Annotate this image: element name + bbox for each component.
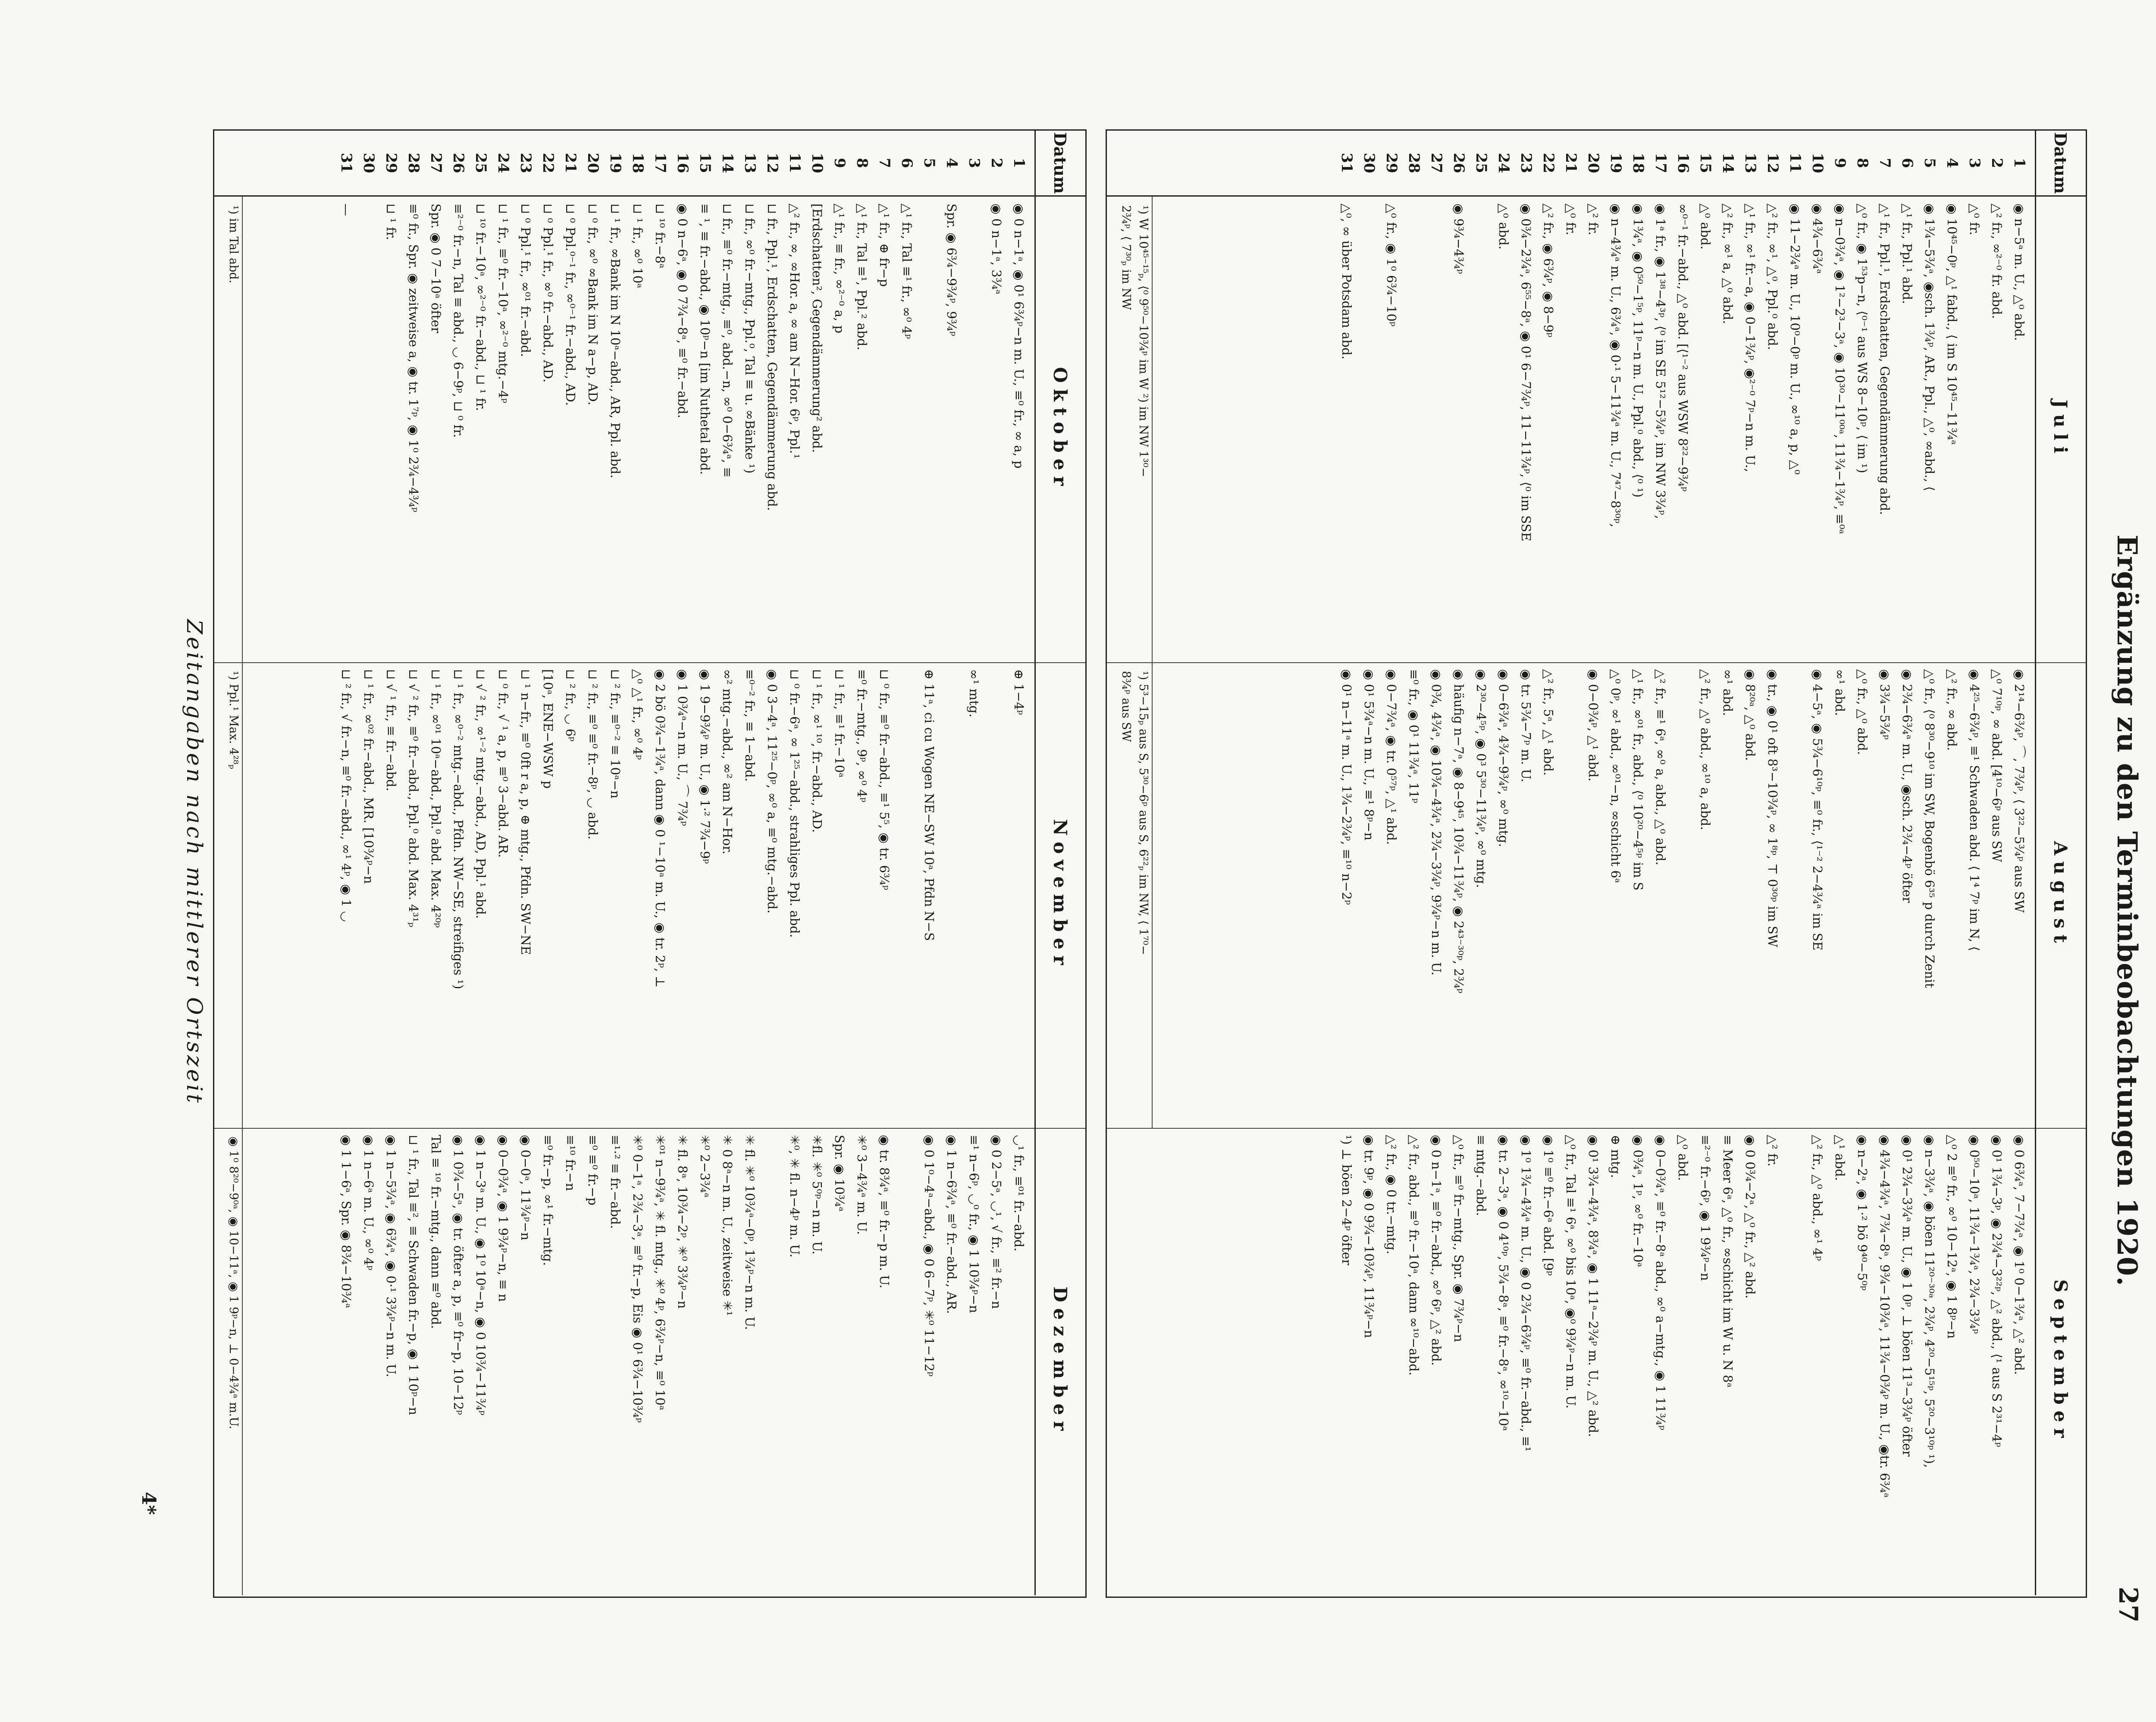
month-header: November [1034,662,1085,1128]
observation-entry: ⊔ ¹ fr., ∞⁰¹ 10ᵃ−abd., Ppl.⁰ abd. Max. 4²⁰ᵖ [429,669,443,928]
month-column-august [1107,662,2086,1129]
observation-entry: ⊔ ¹ fr., Tal ≡², ≡ Schwaden fr.−p, ◉ 1 10ᵖ−n [406,1135,421,1415]
observation-entry: ⊔ √ ² fr., ≡⁰ fr.−abd., Ppl.⁰ abd. Max. 4³¹ₚ [406,669,421,927]
observation-entry: △² fr., 5ᵃ, △¹ abd. [1541,669,1556,776]
date-cell: 19 [1607,153,1624,173]
observation-entry: ⊔ ¹⁰ fr.−10ᵃ, ∞²⁻⁰ fr.−abd., ⊔ ¹ fr. [473,204,488,411]
observation-entry: △² fr., ∞¹, △⁰, Ppl.⁰ abd. [1765,204,1780,350]
date-cell: 15 [1697,153,1714,173]
date-cell: 13 [741,153,758,173]
observation-entry [1358,197,1380,662]
observation-entry: △⁰ fr. [1967,204,1982,235]
observation-entry: ⊔ √ ¹ fr., ≡ fr.−abd. [384,669,398,792]
observation-entry: △² fr., ∞²⁻⁰ fr. abd. [1990,204,2004,319]
observation-entry: △² fr., △⁰ abd., ∞¹⁰ a, abd. [1698,669,1713,830]
date-cell: 4 [943,158,960,168]
date-cell: 30 [1360,153,1378,173]
date-cell: 18 [629,153,646,173]
observation-entry: ◉ 0−6¾ᵃ, 4¾−9¾ᵖ, ∞⁰ mtg. [1496,669,1511,847]
observation-entry: ◉ 0−0¾ᵖ, △¹ abd. [1586,669,1601,782]
observation-entry: △¹ fr., Tal ≡¹ fr., ∞⁰ 4ᵖ [899,204,914,339]
observation-entry: △² fr., ∞ abd. [1945,669,1959,751]
observation-entry: ◉ 1 0¾−5ᵃ, ◉ tr. öfter a, p, ≡⁰ fr−p, 10−12ᵖ [451,1135,466,1415]
observation-entry: ◉ n−2ᵃ, ◉ 1·² bö 9⁴⁰−5⁰ᵖ [1855,1135,1870,1291]
observation-entry: ∞¹ mtg. [967,669,981,717]
date-cell: 10 [808,153,826,173]
observation-entry: ◉ 0 2−5ᵃ, ◡¹, √ fr., ≡² fr.−n [989,1135,1004,1309]
observation-entry: ◉ tr., ◉ 0¹ oft 8³−10¾ᵖ, ∞ 1⁸ᵖ, ⊤ 0³⁰ᵖ im SW [1765,669,1780,947]
date-cell: 22 [1540,153,1557,173]
observation-entry: ◉ 8²⁰ᵃ, △⁰ abd. [1743,669,1758,761]
date-cell: 26 [1450,153,1467,173]
date-cell: 2 [1988,158,2006,168]
date-cell: 14 [1719,153,1736,173]
observation-entry: ≡⁰⁻² fr., ≡ 1−abd. [743,669,757,782]
observation-entry: ≡ Meer 6ᵃ, △⁰ fr., ∞schicht im W u. N 8ᵃ [1720,1135,1735,1388]
date-cell: 11 [786,153,803,173]
observation-entry [896,662,918,1128]
observation-entry: ◉ 2¾−6¾ᵃ m. U., ◉sch. 2¾−4ᵖ öfter [1900,669,1915,903]
observation-entry: ≡⁰ fr.−p, ∞¹ fr.−mtg. [541,1135,555,1266]
observation-entry: ⊔ ¹ fr., ≡⁰ fr.−10ᵃ, ∞²⁻⁰ mtg.−4ᵖ [496,204,511,404]
observation-entry: △⁰ fr., ◉ 1⁰ 6¾−10ᵖ [1384,204,1399,327]
entry-list [335,197,1034,662]
observation-entry: ◉ 1 n−3ᵃ m. U., ◉ 1⁰ 10ᵃ−n, ◉ 0 10¾−11¾ᵖ [473,1135,488,1415]
date-cell: 27 [1428,153,1445,173]
footer-note: Zeitangaben nach mittlerer Ortszeit [182,619,207,1105]
observation-entry: ◉ n−4¾ᵃ m. U., 6¾ᵃ, ◉ 0·¹ 5−11¾ᵃ m. U., 7⁴⁷−8³⁰ᵖ, [1608,204,1623,528]
observation-entry: △⁰, ∞ über Potsdam abd. [1339,204,1354,360]
observation-entry [918,197,940,662]
observation-entry [963,197,985,662]
table-oct-dec [213,129,1087,1598]
observation-entry: ◉ 1¾ᵃ, ◉ 0⁵⁰−1⁵ᵖ, 11ᵖ−n m. U., Ppl.⁰ abd., ⟨⁰ ¹) [1631,204,1645,498]
observation-entry: ⊔ ⁰ Ppl.¹ fr., ∞⁰ fr.−abd., AD. [541,204,555,383]
observation-entry: ⊔ ¹ fr., ∞Bank im N 10ᵃ−abd., AR, Ppl. abd. [608,204,623,479]
footnote-line: ¹) 5³−15ₚ aus S, 5³⁰−6ᵖ aus S, 6²²ₚ im NW, ⟨ 1⁷⁰− [1137,671,1150,955]
date-list [335,131,1034,195]
observation-entry: ✳⁰¹ n−9¾ᵃ, ✳ fl. mtg., ✳⁰ 4ᵖ, 6¾ᵖ−n, ≡⁰ 10ᵃ [653,1135,667,1411]
date-cell: 12 [1764,153,1781,173]
observation-entry: [10ᵃ, ENE−WSW p [541,669,555,789]
date-cell: 3 [1966,158,1983,168]
observation-entry: △⁰ fr., ⟨⁰ 8³⁰−9¹⁰ im SW, Bogenbö 6³⁵ p durch Zenit [1922,669,1937,988]
month-header: Oktober [1034,197,1085,662]
date-cell: 27 [427,153,445,173]
observation-entry: ◉ 0¹ n−11ᵃ m. U., 1¾−2¾ᵖ, ≡¹⁰ n−2ᵖ [1339,669,1354,905]
observation-entry: ◉ häufig n−7ᵃ, ◉ 8−9⁴⁵, 10¾−11¾ᵖ, ◉ 2⁴³⁻³⁰ᵖ, 2¾ᵖ [1451,669,1466,994]
page-title: Ergänzung zu den Terminbeobachtungen 1920. [2111,535,2143,1287]
observation-entry: ⊔ fr., Ppl.¹, Erdschatten, Gegendämmerung abd. [765,204,780,511]
observation-entry: ¹) ⊥ böen 2−4ᵖ öfter [1339,1135,1354,1265]
observation-entry: ⊔ ¹ n−fr., ≡⁰ 0ft r a, p, ⊕ mtg., Pfdn. SW−NE [518,669,533,955]
date-cell: 28 [405,153,422,173]
observation-entry: ⊔ fr., ≡⁰ fr.−mtg., ≡⁰, abd.−n, ∞⁰ 0−6¾ᵃ, ≡ [720,204,735,478]
date-cell: 2 [988,158,1005,168]
observation-entry: ◉ 2 bö 0¾−1¾ᵃ, dann ◉ 0 ¹−10ᵃ m. U., ◉ tr. 2ᵖ, ⊥ [653,669,667,988]
observation-entry: ◉ tr. 9ᵖ, ◉ 0 9¾−10¾ᵖ, 11¾ᵖ−n [1362,1135,1376,1338]
entry-list [335,1128,1034,1595]
observation-entry: ∞¹ abd. [1833,669,1847,716]
date-cell: 26 [450,153,467,173]
observation-entry: ◉ 0 n−1ᵃ, ◉ 0¹ 6¾ᵖ−n m. U., ≡⁰ fr., ∞ a, p [1012,204,1026,469]
month-column-oktober [214,197,1085,663]
observation-entry: △⁰ abd. [1676,1135,1690,1181]
observation-entry: ◉ 0 6¾ᵃ, 7−7¾ᵃ, ◉ 1⁰ 0−1¾ᵃ, △² abd. [2012,1135,2027,1375]
observation-entry: ⊔ ² fr., √ fr.−n, ≡⁰ fr.−abd., ∞¹ 4ᵖ, ◉ 1 ◡ [339,669,354,922]
observation-entry: △⁰ abd. [1496,204,1511,250]
observation-entry: ✳ fl. 8ᵃ, 10¾−2ᵖ, ✳⁰ 3¾ᵖ−n [675,1135,690,1309]
date-cell: 30 [360,153,377,173]
date-cell: 16 [1674,153,1692,173]
observation-entry: ◉ 1⁰ ≡⁰ fr.−6ᵃ abd. [9ᵖ [1541,1135,1556,1276]
observation-entry: ✳ fl. ✳⁰ 10¾ᵃ−0ᵖ, 1¾ᵖ−n m. U. [743,1135,757,1330]
observation-entry: ◉ 0 n−1ᵃ, 3¾ᵃ [989,204,1004,294]
date-cell: 1 [1010,158,1028,168]
date-cell: 25 [1473,153,1490,173]
observation-entry: △² fr., △⁰ abd., ∞¹ 4ᵖ [1810,1135,1825,1261]
date-cell: 19 [607,153,624,173]
observation-entry: Tal ≡ ¹⁰ fr.−mtg., dann ≡⁰ abd. [429,1135,443,1329]
datum-column [214,131,1085,197]
observation-entry: ◉ 0¹ 5¾ᵃ−n m. U., ≡¹ 8ᵖ−n [1362,669,1376,841]
observation-entry: ⊕ 1−4ᵖ [1012,669,1026,715]
date-cell: 31 [338,153,355,173]
observation-entry: ≡⁰ fr., ◉ 0¹ 11¾ᵃ, 11ᵖ [1407,669,1421,804]
observation-entry: ◉ 0 0¾−2ᵃ, △⁰ fr., △² abd. [1743,1135,1758,1299]
observation-entry: △² fr., ≡¹ 6ᵃ, ∞⁰ a, abd., △⁰ abd. [1653,669,1668,866]
observation-entry [1784,1128,1806,1595]
observation-entry: ⊔ ² fr., ◡ 6ᵖ [563,669,578,742]
month-column-dezember [214,1128,1085,1595]
date-cell: 6 [898,158,915,168]
observation-entry: △⁰ 2 ≡⁰ fr., ∞⁰ 10−12ᵃ, ◉ 1 8ᵖ−n [1945,1135,1959,1339]
footnote-line: 2¾ᵖ, ⟨ 7³⁰ₚ im NW [1119,205,1133,310]
observation-entry: ◉ 10⁴⁵−0ᵖ, △¹ fabd., ⟨ im S 10⁴⁵−11¾ᵃ [1945,204,1959,445]
observation-entry: ◉ 9¾−4¾ᵖ [1451,204,1466,274]
month-header: August [2035,662,2086,1128]
date-cell: 9 [1831,158,1849,168]
date-cell: 14 [719,153,736,173]
observation-entry: △¹ fr., Ppl.¹ abd. [1900,204,1915,304]
date-cell: 23 [517,153,534,173]
footnote-line: ¹) im Tal abd. [227,205,240,284]
observation-entry [1784,662,1806,1128]
date-cell: 8 [1854,158,1871,168]
observation-entry: ◉ n−5ᵃ m. U., △⁰ abd. [2012,204,2027,341]
observation-entry: ≡⁰ fr., Spr. ◉ zeitweise a, ◉ tr. 1⁷ᵖ, ◉ 1⁰ 2¾−4¾ᵖ [406,204,421,513]
month-column-juli [1107,197,2086,663]
observation-entry: △² fr., abd., ≡⁰ fr.−10ᵃ, dann ∞¹⁰−abd. [1407,1135,1421,1376]
month-column-september [1107,1128,2086,1595]
observation-entry: ⊔ ⁰ fr., ≡⁰ fr.−abd., ≡¹ 5⁵, ◉ tr. 6¾ᵖ [877,669,892,890]
observation-entry: ◉ 1 1−6ᵃ, Spr. ◉ 8¾−10¾ᵃ [339,1135,354,1309]
observation-entry: ◉ tr. 5¾−7ᵖ m. U. [1519,669,1533,783]
date-cell: 8 [853,158,871,168]
observation-entry: ≡¹ n−6ᵖ, ◡⁰ fr., ◉ 1 10¾ᵖ−n [967,1135,981,1313]
date-cell: 20 [1585,153,1602,173]
observation-entry: ◉ 0 1⁰−4ᵃ−abd., ◉ 0 6−7ᵖ, ✳⁰ 11−12ᵖ [922,1135,937,1377]
date-cell: 29 [382,153,400,173]
observation-entry [940,662,963,1128]
observation-entry: △¹ fr., ≡ fr., ∞²⁻⁰ a, p [832,204,847,334]
observation-entry: ∞² mtg.−abd., ∞² am N−Hor. [720,669,735,855]
date-cell: 24 [495,153,512,173]
date-cell: 31 [1338,153,1355,173]
observation-entry: △¹ fr., ∞¹ fr.−a, ◉ 0−1¾ᵖ, ◉²⁻⁰ 7ᵖ−n m. U., [1743,204,1758,473]
observation-entry [1403,197,1425,662]
month-header: September [2035,1128,2086,1595]
observation-entry: ⊕ 11ᵃ, ci cu Wogen NE−SW 10ᵃ, Pfdn N−S [922,669,937,941]
footnote-line: ◉ 1⁰ 8²⁰−9⁰ᵃ, ◉ 10−11ᵃ, ◉ 1 9ᵖ−n, ⊥ 0−4¾ᵃ m.U. [227,1137,240,1430]
observation-entry: ∞¹ abd. [1720,669,1735,716]
observation-entry: ◉ 2¹⁴−6¾ᵖ, ⌒, 7¾ᵖ, ⟨ 3²²−5¾ᵖ aus SW [2012,669,2027,913]
observation-entry: △⁰ △¹ fr., ∞⁰ 4ᵖ [630,669,645,760]
observation-entry: ⊔ ⁰ Ppl.¹ fr., ∞⁰¹ fr.−abd. [518,204,533,357]
observation-entry: ◉ 0−0ᵃ, 11¾ᵖ−n [518,1135,533,1240]
observation-entry: ◉ 1ᵃ fr., ◉ 1³⁸−4³ᵖ, ⟨⁰ im SE 5¹²−5¾ᵖ, im NW 3¾ᵖ, [1653,204,1668,519]
date-cell: 21 [562,153,579,173]
observation-entry: ⊕ mtg. [1608,1135,1623,1178]
observation-entry: ◉ 0¾, 4¾ᵃ, ◉ 10¾−4¾ᵃ, 2¾−3¾ᵖ, 9¾ᵖ−n m. U. [1429,669,1444,976]
date-cell: 25 [472,153,489,173]
observation-entry: ⊔ ¹ fr., ≡¹ fr.−10ᵃ [832,669,847,778]
date-cell: 9 [831,158,848,168]
observation-entry: △² fr. [1586,204,1601,235]
observation-entry: ◉ 4−5ᵃ, ◉ 5¾−6¹⁰ᵖ, ≡⁰ fr., ⟨¹⁻² 2−4¾ᵃ im SE [1810,669,1825,951]
footnote-block [225,1128,243,1595]
date-cell: 29 [1383,153,1400,173]
observation-entry: ≡²⁻⁰ fr.−n, Tal ≡ abd., ◡ 6−9ᵖ, ⊔ ⁰ fr. [451,204,466,438]
observation-entry: △¹ fr., Tal ≡¹, Ppl.² abd. [855,204,869,351]
observation-entry: △¹ abd. [1833,1135,1847,1181]
observation-entry: ◉ 1 0¾ᵃ−n m. U., ⌒ 7¾ᵖ [675,669,690,826]
observation-entry: ✳ 0 8ᵃ−n m. U., zeitweise ✳¹ [720,1135,735,1316]
observation-entry: ≡¹·² ≡ fr.−abd. [608,1135,623,1229]
observation-entry [896,1128,918,1595]
observation-entry: △² fr., ◉ 0 tr.−mtg. [1384,1135,1399,1255]
footnote-block [1117,662,1153,1128]
date-cell: 4 [1943,158,1961,168]
observation-entry: ◉ 0 n−6ᵃ, ◉ 0 7¾−8ᵃ, ≡⁰ fr.−abd. [675,204,690,419]
observation-entry: ◉ 1 n−5¾ᵃ, ◉ 6¾ᵃ, ◉ 0·¹ 3¾ᵖ−n m. U. [384,1135,398,1378]
month-header: Juli [2035,197,2086,662]
observation-entry: ◉ 0¾ᵃ, 1ᵖ, ∞⁰ fr.−10ᵃ [1631,1135,1645,1268]
observation-entry: ◉ 1¾−5¾ᵃ, ◉sch. 1¾ᵖ, AR., Ppl., △⁰, ∞abd., ⟨ [1922,204,1937,492]
date-cell: 15 [696,153,714,173]
observation-entry [1672,662,1694,1128]
sheet-mark: 4* [138,1492,160,1515]
date-cell: 22 [539,153,557,173]
observation-entry: ◉ 4¾−6¾ᵃ [1810,204,1825,274]
observation-entry: ⊔ ¹ fr., ∞⁰ 10ᵃ [630,204,645,288]
footnote-line: ¹) W 10⁴⁵⁻¹⁵ₚ, ⟨⁰ 9⁵⁰−10¾ᵖ im W ²) im NW 1³⁰− [1137,205,1150,477]
observation-entry: △¹ fr., ∞⁰¹ fr., abd., ⟨⁰ 10²⁰−4⁵ᵖ im S [1631,669,1645,891]
observation-entry: △⁰ 7¹⁰ᵖ, ∞ abd. [4¹⁰−6ᵖ aus SW [1990,669,2004,862]
observation-entry: ⊔ ¹ fr., ∞⁰⁻² mtg.−abd., Pfdn. NW−SE, streifiges ¹) [451,669,466,989]
entry-list [335,662,1034,1128]
date-list [1335,131,2035,195]
observation-entry: ◉ 0−0¾ᵃ, ≡⁰ fr.−8ᵃ abd., ∞⁰ a−mtg., ◉ 1 11¾ᵖ [1653,1135,1668,1431]
observation-entry: [Erdschatten², Gegendämmerung² abd. [810,204,824,453]
date-cell: 5 [1921,158,1938,168]
observation-entry: △⁰ fr., △⁰ abd. [1855,669,1870,755]
observation-entry: ✳⁰, ✳ fl. n−4ᵖ m. U. [787,1135,802,1258]
observation-entry: △² fr. [1765,1135,1780,1167]
observation-entry: ≡⁰ fr.−mtg., 9ᵖ, ∞⁰ 4ᵖ [855,669,869,802]
observation-entry: ◉ 2³⁰−4⁵ᵖ, ◉ 0³ 5³⁰−11¾ᵖ, ∞⁰ mtg. [1474,669,1489,888]
observation-entry: ◉ 4²⁵−6¾ᵖ, ≡¹ Schwaden abd. ⟨ 1⁴ 7ᵖ im N, ⟨ [1967,669,1982,951]
observation-entry: △⁰ fr., Tal ≡¹ 6ᵃ, ∞⁰ bis 10ᵃ, ◉⁰ 9¾ᵖ−n m. U. [1564,1135,1578,1409]
footnote-line: 8¾ᵖ aus SW [1119,671,1133,742]
observation-entry: △⁰ fr., ≡⁰ fr.−mtg., Spr. ◉ 7¾ᵖ−n [1451,1135,1466,1342]
date-cell: 3 [965,158,983,168]
observation-entry: Spr. ◉ 0 7−10ᵃ öfter [429,204,443,333]
observation-entry: ◉ 0¹ 3¾−4¾ᵃ, 8¾ᵃ, ◉ 1 11ᵃ−2¾ᵖ m. U., △² abd. [1586,1135,1601,1437]
table-jul-sep [1106,129,2087,1598]
observation-entry: ◉ n−0¾ᵃ, ◉ 1²−2³−3ᵃ, ◉ 10³⁰−11⁰⁰ᵃ, 11¾−1¾ᵖ, ≡⁰ᵃ [1833,204,1847,534]
observation-entry: ⊔ ⁰ Ppl.⁰⁻¹ fr., ∞⁰⁻¹ fr.−abd., AD. [563,204,578,406]
observation-entry: ≡²⁻⁰ fr.−6ᵖ, ◉ 1 9¾ᵖ−n [1698,1135,1713,1281]
observation-entry: ⊔ ⁰ fr., √ ¹ a, p, ≡⁰ 3−abd. AR. [496,669,511,858]
observation-entry: ⊔ ² fr., ≡⁰ ≡⁰ fr.−8ᵖ, ◡ abd. [586,669,600,840]
date-cell: 24 [1495,153,1512,173]
observation-entry: ∞⁰⁻¹ fr.−abd., △⁰ abd. [⟨¹⁻² aus WSW 8²²−9¾ᵖ [1676,204,1690,492]
observation-entry: ◡¹ fr., ≡⁰¹ fr.−abd. [1012,1135,1026,1252]
entry-list [1335,1128,2035,1595]
observation-entry: ◉ 11−2¾ᵃ m. U., 10⁰−0ᵖ m. U., ∞¹⁰ a, p, △⁰ [1788,204,1802,475]
observation-entry: ⊔ ¹⁰ fr.−8ᵃ [653,204,667,269]
date-cell: 20 [584,153,602,173]
observation-entry: ◉ 0¾−2¾ᵃ, 6⁵⁵−8ᵃ, ◉ 0¹ 6−7¾ᵖ, 11−11¾ᵖ, ⟨⁰ im SSE [1519,204,1533,542]
observation-entry: ⊔ ⁰ fr., ∞⁰ ∞Bank im N a−p, AD. [586,204,600,406]
observation-entry: Spr. ◉ 6¾−9¾ᵖ, 9¾ᵖ [944,204,959,336]
date-cell: 11 [1786,153,1804,173]
footnote-block [225,197,243,662]
observation-entry: △¹ fr., ⊕ fr−p [877,204,892,287]
datum-header: Datum [2035,131,2086,195]
observation-entry: ◉ 0−0¾ᵃ, ◉ 1 9¾ᵖ−n, ≡ n [496,1135,511,1302]
observation-entry: ◉ 0 n−1ᵃ, ≡⁰ fr.−abd., ∞⁰ 6ᵖ, △² abd. [1429,1135,1444,1366]
observation-entry: ◉ 0−7¾ᵃ, ◉ tr. 0⁵⁷ᵖ, △¹ abd. [1384,669,1399,845]
observation-entry: △⁰ fr. [1564,204,1578,235]
observation-entry: ◉ 0⁵⁰−10ᵃ, 11¾−1¾ᵃ, 2¾−3¾ᵖ [1967,1135,1982,1334]
observation-entry: ⊔ ¹ fr., ∞¹ ¹⁰, fr.−abd., AD. [810,669,824,833]
footnote-line: ¹) Ppl.¹ Max. 4²⁸ₚ [227,671,240,769]
date-cell: 10 [1809,153,1826,173]
datum-header: Datum [1034,131,1085,195]
observation-entry: ⊔ ⁰ fr.−6ᵃ, ∞ 1²⁵−abd., strahliges Ppl. abd. [787,669,802,938]
observation-entry: △⁰ 0ᵖ, ∞¹ abd., ∞⁰¹−n, ∞schicht 6ᵃ [1608,669,1623,883]
observation-entry: ⊔ √ ² fr., ∞¹⁻² mtg.−abd., AD, Ppl.¹ abd. [473,669,488,919]
observation-entry: △² fr., ◉ 6¾ᵖ, ◉ 8−9ᵖ [1541,204,1556,338]
date-cell: 6 [1899,158,1916,168]
month-column-november [214,662,1085,1129]
observation-entry [985,662,1008,1128]
date-cell: 28 [1405,153,1423,173]
observation-entry [761,1128,783,1595]
observation-entry: △⁰ fr., ◉ 1⁵³p−n, ⟨⁰⁻¹ aus WS 8−10ᵖ, ⟨ im ¹) [1855,204,1870,473]
observation-entry [357,197,380,662]
month-header: Dezember [1034,1128,1085,1595]
page-number: 27 [2113,1587,2143,1623]
observation-entry: Spr. ◉ 10¾ᵃ [832,1135,847,1212]
observation-entry: ◉ 1 9−9¾ᵖ m. U., ◉ 1·² 7¾−9ᵖ [698,669,712,864]
date-cell: 17 [652,153,669,173]
observation-entry: ✳fl. ✳⁰ 5⁰ᵖ−n m. U. [810,1135,824,1255]
observation-entry: ✳⁰ 0−1ᵃ, 2¾−3ᵃ, ≡⁰ fr.−p, Eis ◉ 0¹ 6¾−10¾ᵖ [630,1135,645,1423]
observation-entry: ◉ n−3¾ᵃ, ◉ böen 11²⁰⁻³⁰ᵃ, 2¾ᵖ, 4²⁰−5¹⁵ᵖ, 5²⁰−3¹⁰ᵖ ¹), [1922,1135,1937,1468]
observation-entry: ◉ 3¾−5¾ᵖ [1877,669,1892,740]
observation-entry: △⁰ abd. [1698,204,1713,250]
date-cell: 21 [1562,153,1579,173]
date-cell: 7 [1876,158,1893,168]
date-cell: 7 [876,158,893,168]
observation-entry: ✳⁰ 2−3¾ᵃ [698,1135,712,1198]
observation-entry [1560,662,1582,1128]
observation-entry: ⊔ fr., ∞⁰ fr.−mtg., Ppl.⁰, Tal ≡ u. ∞Bänke ¹) [743,204,757,474]
entry-list [1335,197,2035,662]
observation-entry: ⊔ ¹ fr., ∞⁰² fr.−abd., MR. [10¾ᵖ−n [361,669,376,884]
observation-entry: ◉ 0 3−4ᵃ, 11²⁵−0ᵖ, ∞⁰ a, ≡⁰ mtg.−abd. [765,669,780,914]
footnote-block [1117,197,1153,662]
observation-entry: ◉ 1 n−6ᵃ m. U., ∞⁰ 4ᵖ [361,1135,376,1271]
observation-entry: ≡⁰ ≡⁰ fr.−p [586,1135,600,1205]
observation-entry: ◉ 0¹ 2¾−3¾ᵃ m. U., ◉ 1 0ᵖ, ⊥ böen 11³−3¾ᵖ öfter [1900,1135,1915,1457]
observation-entry: ◉ 1⁰ 1¾−4¾ᵃ m. U., ◉ 0 2¾−6¾ᵖ, ≡⁰ fr.−abd., ≡¹ [1519,1135,1533,1452]
observation-entry: ⊔ ² fr., ≡⁰⁻² ≡ 10ᵃ−n [608,669,623,799]
entry-list [1335,662,2035,1128]
observation-entry: — [339,204,354,216]
observation-entry: ◉ 0¹ 1¾−3ᵖ, ◉ 2¾⁴−3²²ᵖ, △² abd., ⟨¹ aus S 2³¹−4ᵖ [1990,1135,2004,1447]
observation-entry: ◉ 4¾−4¾ᵃ, 7¾−8ᵃ, 9¾−10¾ᵃ, 11¾−0¾ᵖ m. U., ◉tr. 6¾ᵃ [1877,1135,1892,1498]
observation-entry [1425,197,1448,662]
observation-entry: ✳⁰ 3−4¾ᵃ m. U. [855,1135,869,1235]
observation-entry: ⊔ ¹ fr. [384,204,398,240]
observation-entry: ≡ ¹, ≡ fr.−abd., ◉ 10ᵖ−n [im Nuthetal abd. [698,204,712,475]
date-cell: 12 [764,153,781,173]
date-cell: 16 [674,153,691,173]
date-cell: 5 [921,158,938,168]
observation-entry: ≡¹⁰ fr.−n [563,1135,578,1191]
observation-entry: ≡ mtg.−abd. [1474,1135,1489,1216]
observation-entry: ◉ 1 n−6¾ᵃ, ≡⁰ fr.−abd., AR. [944,1135,959,1314]
date-cell: 18 [1630,153,1647,173]
observation-entry: ◉ tr. 2−3ᵃ, ◉ 0 4¹⁰ᵖ, 5¾−8ᵃ, ≡⁰ fr.−8ᵃ, ∞¹⁰−10ᵃ [1496,1135,1511,1431]
observation-entry [1470,197,1492,662]
observation-entry: △² fr., ∞, ∞Hor. a, ∞ am N−Hor. 6ᵖ, Ppl.¹ [787,204,802,459]
date-cell: 1 [2011,158,2028,168]
observation-entry: ◉ tr. 8¾ᵃ, ≡⁰ fr.−p m. U. [877,1135,892,1289]
date-cell: 23 [1517,153,1535,173]
observation-entry: △² fr., ∞¹ a, △⁰ abd. [1720,204,1735,324]
footnote-block [225,662,243,1128]
datum-column [1107,131,2086,197]
observation-entry: △¹ fr., Ppl.¹, Erdschatten, Gegendämmerung abd. [1877,204,1892,515]
date-cell: 13 [1742,153,1759,173]
date-cell: 17 [1652,153,1669,173]
